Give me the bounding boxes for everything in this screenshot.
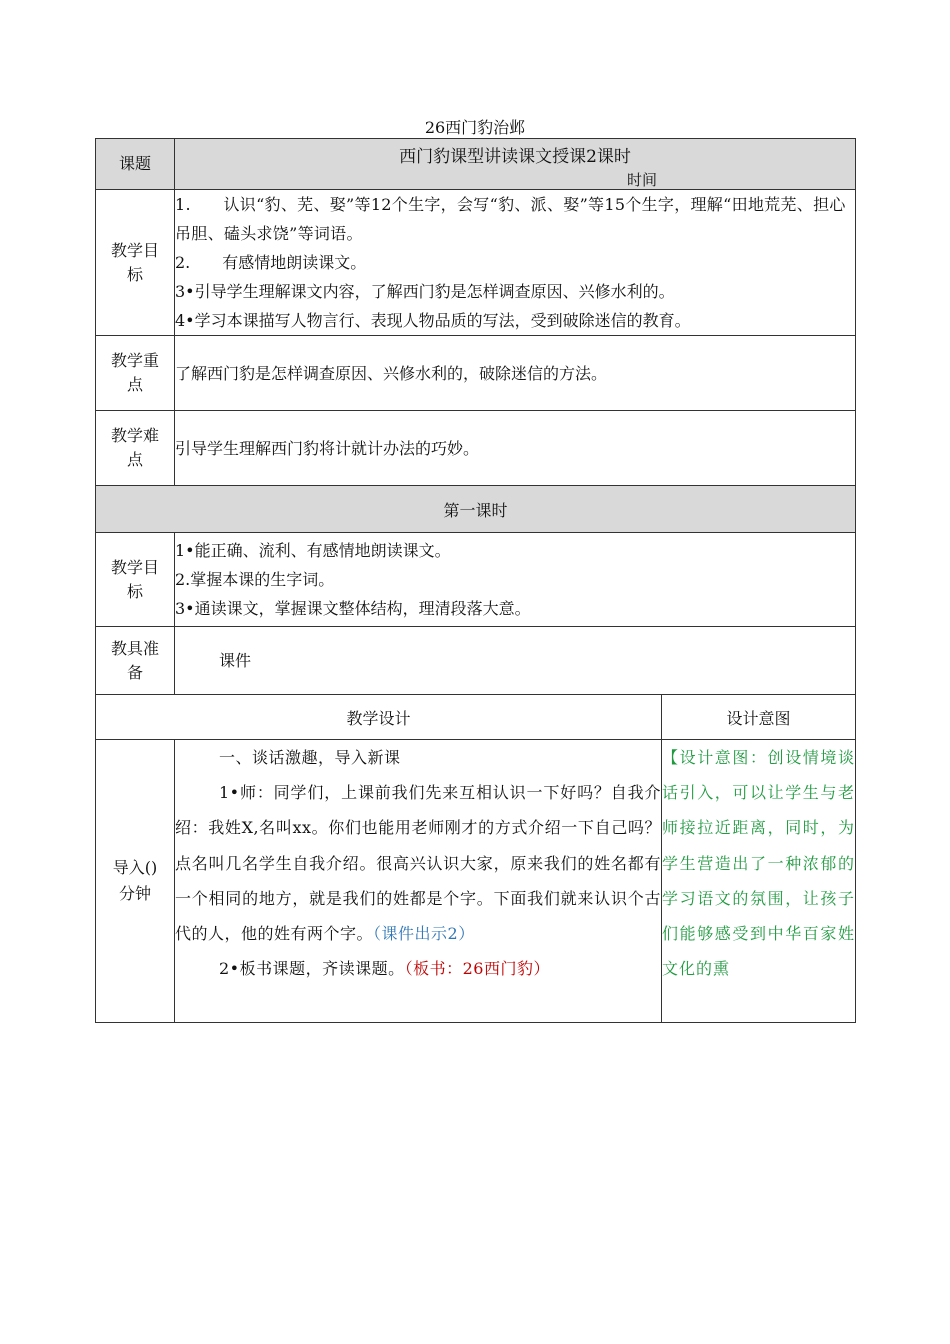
focus-label: 教学重点 xyxy=(110,351,159,394)
paragraph-text: 2•板书课题，齐读课题。 xyxy=(219,959,405,979)
board-note: （板书：26西门豹） xyxy=(404,959,550,979)
tools-cell xyxy=(175,627,856,695)
design-paragraph xyxy=(175,951,661,986)
intent-cell xyxy=(662,740,856,1023)
goal-item: 1. 认识“豹、芜、娶”等12个生字，会写“豹、派、娶”等15个生字，理解“田地荒芜、担心吊胆、磕头求饶”等词语。 xyxy=(175,195,846,243)
goal-item: 4•学习本课描写人物言行、表现人物品质的写法，受到破除迷信的教育。 xyxy=(175,311,691,330)
stage-label: 导入()分钟 xyxy=(112,858,158,903)
lesson-plan-table xyxy=(95,138,856,1023)
goals-label: 教学目标 xyxy=(110,240,159,284)
design-column-header: 教学设计 xyxy=(346,708,411,728)
lesson1-goal-item: 2.掌握本课的生字词。 xyxy=(175,570,335,589)
lesson1-title-cell xyxy=(96,486,856,533)
lesson1-goals-label: 教学目标 xyxy=(110,557,159,601)
goal-item: 3•引导学生理解课文内容，了解西门豹是怎样调查原因、兴修水利的。 xyxy=(175,282,675,301)
design-paragraph xyxy=(175,775,661,951)
difficulty-label: 教学难点 xyxy=(110,426,159,469)
time-label: 时间 xyxy=(627,171,658,189)
header-title-cell xyxy=(175,139,856,190)
focus-text: 了解西门豹是怎样调查原因、兴修水利的，破除迷信的方法。 xyxy=(175,363,608,383)
intent-column-header: 设计意图 xyxy=(726,708,791,728)
goals-label-cell xyxy=(96,190,175,336)
tools-label: 教具准备 xyxy=(110,638,159,682)
header-label-cell xyxy=(96,139,175,190)
section-heading: 一、谈话激趣，导入新课 xyxy=(219,748,401,767)
difficulty-text: 引导学生理解西门豹将计就计办法的巧妙。 xyxy=(175,438,480,458)
difficulty-cell xyxy=(175,411,856,486)
design-intent-text: 【设计意图：创设情境谈话引入，可以让学生与老师接拉近距离，同时，为学生营造出了一种浓郁的学习语文的氛围，让孩子们能够感受到中华百家姓文化的熏 xyxy=(662,748,855,979)
goal-item: 2. 有感情地朗读课文。 xyxy=(175,253,367,272)
lesson-title: 西门豹课型讲读课文授课2课时 xyxy=(399,147,631,167)
paragraph-text: 1•师：同学们，上课前我们先来互相认识一下好吗？自我介绍：我姓X,名叫xx。你们也能用老师刚才的方式介绍一下自己吗？点名叫几名学生自我介绍。很高兴认识大家，原来我们的姓名都有一个相同的地方，就是我们的姓都是个字。下面我们就来认识个古代的人，他的姓有两个字。 xyxy=(175,783,661,944)
lesson1-title: 第一课时 xyxy=(443,500,508,520)
header-label: 课题 xyxy=(118,154,151,173)
lesson1-goal-item: 3•通读课文，掌握课文整体结构，理清段落大意。 xyxy=(175,599,531,618)
document-title: 26西门豹治邺 xyxy=(424,118,526,137)
lesson1-goals-label-cell xyxy=(96,533,175,627)
focus-label-cell xyxy=(96,336,175,411)
design-header-cell xyxy=(96,695,662,740)
courseware-note: （课件出示2） xyxy=(373,924,475,944)
lesson1-goals-cell xyxy=(175,533,856,627)
intent-header-cell xyxy=(662,695,856,740)
stage-label-cell xyxy=(96,740,175,1023)
tools-label-cell xyxy=(96,627,175,695)
focus-cell xyxy=(175,336,856,411)
goals-cell xyxy=(175,190,856,336)
design-body-cell xyxy=(175,740,662,1023)
difficulty-label-cell xyxy=(96,411,175,486)
lesson1-goal-item: 1•能正确、流利、有感情地朗读课文。 xyxy=(175,541,451,560)
tools-text: 课件 xyxy=(219,651,252,670)
